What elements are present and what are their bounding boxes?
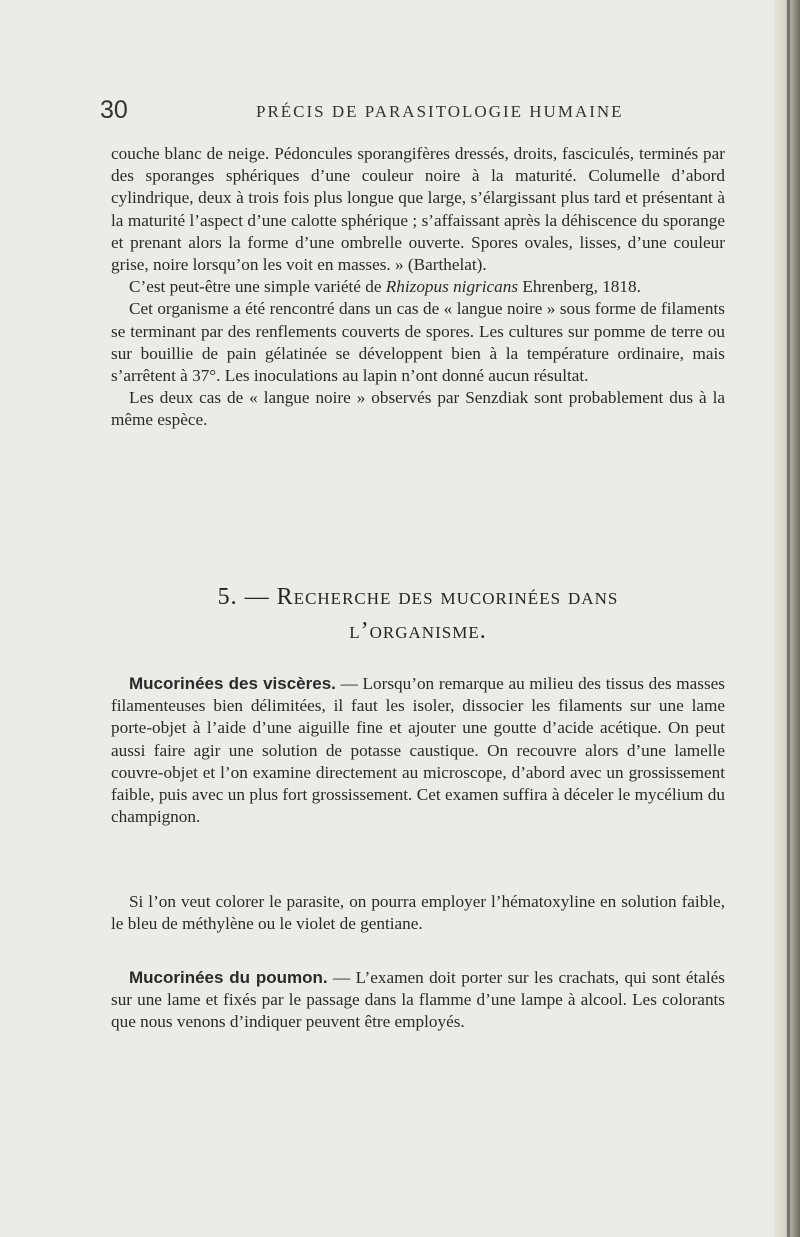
lung-heading: Mucorinées du poumon. — [129, 968, 328, 987]
running-title: PRÉCIS DE PARASITOLOGIE HUMAINE — [256, 102, 624, 121]
page-number: 30 — [100, 96, 128, 124]
paragraph-variety — [111, 276, 725, 298]
variety-text-after: Ehrenberg, 1818. — [518, 277, 641, 297]
text-block-stain — [111, 891, 725, 935]
section-heading-line1: 5. — Recherche des mucorinées dans — [217, 584, 619, 610]
viscera-text: — Lorsqu’on remarque au milieu des tissus des masses filamenteuses bien délimitées, il faut les isoler, dissocier les filaments sur une lame porte-objet à l’aide d’une aiguille fine et ajouter une goutte d’acide acétique. On peut aussi faire agir une solution de potasse caustique. On recouvre alors d’une lamelle couvre-objet et l’on examine directement au microscope, d’abord avec un grossissement faible, puis avec un plus fort grossissement. Cet examen suffira à déceler le mycélium du champignon. — [111, 674, 725, 827]
variety-text-before: C’est peut-être une simple variété de — [129, 277, 386, 297]
text-block-lung — [111, 967, 725, 1034]
paragraph-stain: Si l’on veut colorer le parasite, on pourra employer l’hématoxyline en solution faible, le bleu de méthylène ou le violet de gentiane. — [111, 892, 725, 934]
lung-text: — L’examen doit porter sur les crachats, qui sont étalés sur une lame et fixés par le passage dans la flamme d’une lampe à alcool. Les colorants que nous venons d’indiquer peuvent être employés. — [111, 968, 726, 1032]
paragraph-lung — [111, 967, 725, 1034]
section-heading-line2: l’organisme. — [349, 618, 487, 644]
paragraph-viscera — [111, 673, 725, 828]
paragraph-black-tongue: Les deux cas de « langue noire » observés par Senzdiak sont probablement dus à la même espèce. — [111, 388, 725, 430]
page-edge-line — [787, 0, 790, 1237]
text-block-top — [111, 143, 725, 432]
section-heading — [111, 581, 725, 647]
page-header — [100, 96, 700, 126]
viscera-heading: Mucorinées des viscères. — [129, 674, 336, 693]
text-block-viscera — [111, 673, 725, 828]
paragraph-description: couche blanc de neige. Pédoncules sporangifères dressés, droits, fasciculés, terminés par des sporanges sphériques d’une couleur noire à la maturité. Columelle d’abord cylindrique, deux à trois fois plus longue que large, s’élargissant plus tard et présentant à la maturité l’aspect d’une calotte sphérique ; s’affaissant après la déhiscence du sporange et prenant alors la forme d’une ombrelle ouverte. Spores ovales, lisses, d’une couleur grise, noire lorsqu’on les voit en masses. » (Barthelat). — [111, 144, 725, 275]
species-name: Rhizopus nigricans — [385, 277, 519, 297]
paragraph-organism: Cet organisme a été rencontré dans un cas de « langue noire » sous forme de filaments se terminant par des renflements couverts de spores. Les cultures sur pomme de terre ou sur bouillie de pain gélatinée se développent bien à la température ordinaire, mais s’arrêtent à 37°. Les inoculations au lapin n’ont donné aucun résultat. — [111, 299, 725, 386]
